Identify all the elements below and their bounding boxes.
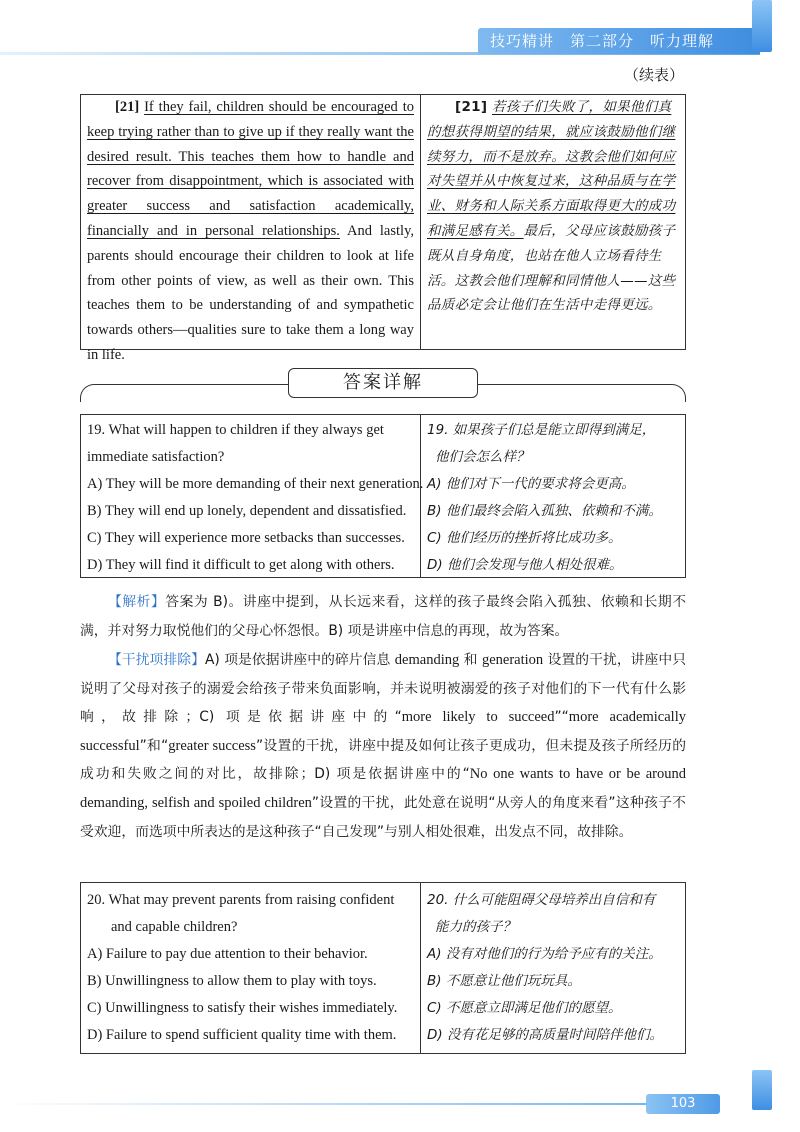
footer-rule — [0, 1103, 646, 1105]
q19-english — [81, 415, 424, 577]
passage-english-text — [87, 95, 414, 368]
distractor-text-7: ”设置的干扰，此处意在说明“从旁人的角度来看”这种孩子不受欢迎，而选项中所表达的是这种孩子“自己发现”与别人相处很难，出发点不同，故排除。 — [80, 794, 686, 840]
q19-option-a-cn: A) 他们对下一代的要求将会更高。 — [427, 476, 635, 492]
q19-option-b: B) They will end up lonely, dependent and dissatisfied. — [87, 503, 407, 519]
q20-question-1: 20. What may prevent parents from raising confident — [87, 892, 395, 908]
q20-option-c: C) Unwillingness to satisfy their wishes immediately. — [87, 1000, 398, 1016]
distractor-text-6: ”设置的干扰，讲座中提及如何让孩子更成功，但未提及孩子所经历的成功和失败之间的对比，故排除；D) 项是依据讲座中的“ — [80, 737, 686, 783]
q20-option-d: D) Failure to spend sufficient quality time with them. — [87, 1027, 397, 1043]
passage-rest: And lastly, parents should encourage their children to look at life from other points of view, as well as their own. This teaches them to be understanding of and sympathetic towards others—qualities sure to take them a long way in life. — [87, 222, 414, 363]
q19-table — [80, 414, 686, 578]
passage-cn-marker: [21] — [455, 99, 488, 115]
banner-label: 答案详解 — [288, 368, 478, 398]
distractor-quote-6: No one wants to have or be around demanding, selfish and spoiled children — [80, 766, 686, 811]
passage-english — [81, 95, 421, 363]
distractor-text-1: A) 项是依据讲座中的碎片信息 — [204, 652, 395, 668]
q19-option-d-cn: D) 他们会发现与他人相处很难。 — [427, 557, 623, 573]
q19-question: 19. What will happen to children if they always get immediate satisfaction? — [87, 422, 384, 465]
distractor-text-2: 和 — [459, 652, 482, 668]
q20-table — [80, 882, 686, 1054]
section-header: 技巧精讲 第二部分 听力理解 — [478, 28, 760, 54]
analysis-tag: 【解析】 — [108, 594, 166, 610]
q19-option-c-cn: C) 他们经历的挫折将比成功多。 — [427, 530, 622, 546]
distractor-paragraph — [80, 646, 686, 846]
answer-section-banner — [80, 368, 686, 402]
passage-cn-underlined: 若孩子们失败了，如果他们真的想获得期望的结果，就应该鼓励他们继续努力，而不是放弃。这教会他们如何应对失望并从中恢复过来，这种品质与在学业、财务和人际关系方面取得更大的成功和满足感有关。 — [427, 99, 676, 239]
q20-option-b: B) Unwillingness to allow them to play with toys. — [87, 973, 377, 989]
q19-option-c: C) They will experience more setbacks than successes. — [87, 530, 405, 546]
passage-underlined: If they fail, children should be encouraged to keep trying rather than to give up if they really want the desired result. This teaches them how to handle and recover from disappointment, which is associated with greater success and satisfaction academically, financially and in personal relationships. — [87, 99, 414, 239]
passage-chinese-text — [427, 95, 679, 318]
page-number: 103 — [646, 1094, 720, 1114]
distractor-quote-4: more academically successful — [80, 709, 686, 754]
distractor-text-4: ”“ — [554, 709, 569, 726]
q20-english — [81, 883, 421, 1053]
q20-question-2: and capable children? — [111, 919, 238, 935]
q20-option-a-cn: A) 没有对他们的行为给予应有的关注。 — [427, 946, 662, 962]
passage-table — [80, 94, 686, 363]
q20-option-d-cn: D) 没有花足够的高质量时间陪伴他们。 — [427, 1027, 663, 1043]
q19-option-a: A) They will be more demanding of their next generation. — [87, 476, 424, 492]
passage-marker: [21] — [115, 99, 140, 115]
edge-tab-bottom — [752, 1070, 772, 1110]
distractor-quote-3: more likely to succeed — [401, 709, 555, 726]
q19-chinese — [421, 415, 685, 577]
q19-question-cn-1: 19. 如果孩子们总是能立即得到满足， — [427, 422, 656, 438]
q20-chinese — [421, 883, 685, 1053]
distractor-quote-1: demanding — [394, 652, 460, 668]
q20-option-b-cn: B) 不愿意让他们玩玩具。 — [427, 973, 581, 989]
q20-question-cn-1: 20. 什么可能阻碍父母培养出自信和有 — [427, 892, 656, 908]
distractor-tag: 【干扰项排除】 — [108, 652, 205, 668]
q19-option-d: D) They will find it difficult to get along with others. — [87, 557, 395, 573]
q19-option-b-cn: B) 他们最终会陷入孤独、依赖和不满。 — [427, 503, 662, 519]
distractor-quote-2: generation — [481, 652, 544, 668]
passage-cn-rest: 最后，父母应该鼓励孩子既从自身角度，也站在他人立场看待生活。这教会他们理解和同情他人——这些品质必定会让他们在生活中走得更远。 — [427, 222, 676, 314]
analysis-paragraph — [80, 588, 686, 645]
distractor-text-5: ”和“ — [139, 737, 169, 754]
q20-question-cn-2: 能力的孩子？ — [435, 919, 516, 935]
continued-label: （续表） — [623, 66, 684, 84]
edge-tab-top — [752, 0, 772, 52]
q20-option-a: A) Failure to pay due attention to their behavior. — [87, 946, 368, 962]
passage-chinese — [421, 95, 685, 349]
distractor-text-3: 设置的干扰，讲座中只说明了父母对孩子的溺爱会给孩子带来负面影响，并未说明被溺爱的孩子对他们的下一代有什么影响，故排除；C) 项是依据讲座中的“ — [80, 652, 687, 726]
q19-question-cn-2: 他们会怎么样？ — [435, 449, 530, 465]
q20-option-c-cn: C) 不愿意立即满足他们的愿望。 — [427, 1000, 622, 1016]
distractor-quote-5: greater success — [168, 737, 256, 754]
analysis-text: 答案为 B)。讲座中提到，从长远来看，这样的孩子最终会陷入孤独、依赖和长期不满，并对努力取悦他们的父母心怀怨恨。B) 项是讲座中信息的再现，故为答案。 — [80, 594, 687, 639]
